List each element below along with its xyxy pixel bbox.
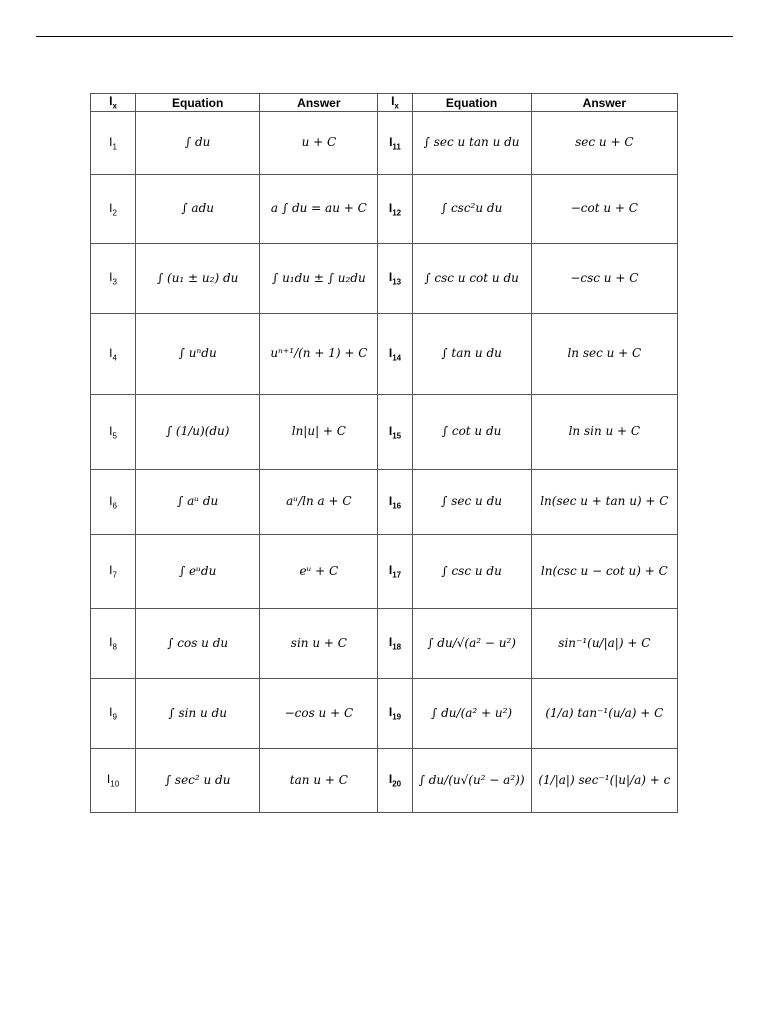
table-row bbox=[91, 749, 678, 813]
left-answer-cell: u + C bbox=[260, 112, 378, 175]
left-answer-cell: aᵘ/ln a + C bbox=[260, 470, 378, 535]
table-row bbox=[91, 395, 678, 470]
left-equation-cell: ∫ (u₁ ± u₂) du bbox=[136, 244, 260, 314]
left-answer-cell: tan u + C bbox=[260, 749, 378, 813]
right-answer-cell: (1/a) tan⁻¹(u/a) + C bbox=[531, 679, 677, 749]
left-answer-cell: −cos u + C bbox=[260, 679, 378, 749]
index-letter: I bbox=[388, 270, 393, 285]
index-number: 10 bbox=[110, 779, 120, 789]
index-letter: I bbox=[388, 772, 393, 787]
index-letter: I bbox=[388, 635, 393, 650]
index-letter: I bbox=[109, 493, 113, 508]
index-number: 1 bbox=[112, 142, 117, 152]
right-index-cell bbox=[378, 244, 412, 314]
table-row bbox=[91, 112, 678, 175]
right-index-cell bbox=[378, 314, 412, 395]
index-number: 11 bbox=[392, 142, 401, 152]
right-equation-cell: ∫ cot u du bbox=[412, 395, 531, 470]
right-answer-cell: sin⁻¹(u/|a|) + C bbox=[531, 609, 677, 679]
right-equation-cell: ∫ csc²u du bbox=[412, 175, 531, 244]
right-answer-cell: ln(csc u − cot u) + C bbox=[531, 535, 677, 609]
index-letter: I bbox=[109, 635, 113, 650]
left-index-cell bbox=[91, 679, 136, 749]
right-answer-cell: −cot u + C bbox=[531, 175, 677, 244]
left-equation-cell: ∫ sin u du bbox=[136, 679, 260, 749]
right-index-cell bbox=[378, 679, 412, 749]
index-number: 15 bbox=[392, 431, 402, 441]
left-equation-cell: ∫ cos u du bbox=[136, 609, 260, 679]
index-number: 6 bbox=[112, 501, 117, 511]
left-index-cell bbox=[91, 314, 136, 395]
left-index-cell bbox=[91, 112, 136, 175]
index-letter: I bbox=[109, 705, 113, 720]
index-number: 18 bbox=[392, 642, 402, 652]
index-number: 17 bbox=[392, 570, 402, 580]
right-equation-cell: ∫ csc u cot u du bbox=[412, 244, 531, 314]
table-row bbox=[91, 175, 678, 244]
index-letter: I bbox=[109, 134, 113, 149]
right-index-cell bbox=[378, 749, 412, 813]
header-equation-right: Equation bbox=[412, 94, 531, 112]
table-row bbox=[91, 679, 678, 749]
left-equation-cell: ∫ (1/u)(du) bbox=[136, 395, 260, 470]
header-index-left: $I_x$ bbox=[91, 94, 136, 112]
right-answer-cell: ln sin u + C bbox=[531, 395, 677, 470]
index-letter: I bbox=[388, 493, 393, 508]
left-equation-cell: ∫ uⁿdu bbox=[136, 314, 260, 395]
index-letter: I bbox=[106, 772, 111, 787]
index-number: 19 bbox=[392, 712, 402, 722]
index-number: 13 bbox=[392, 277, 402, 287]
index-number: 5 bbox=[112, 431, 117, 441]
right-index-cell bbox=[378, 112, 412, 175]
table-row bbox=[91, 244, 678, 314]
left-answer-cell: ln|u| + C bbox=[260, 395, 378, 470]
index-letter: I bbox=[388, 705, 393, 720]
index-number: 16 bbox=[392, 501, 402, 511]
left-equation-cell: ∫ sec² u du bbox=[136, 749, 260, 813]
right-equation-cell: ∫ csc u du bbox=[412, 535, 531, 609]
left-index-cell bbox=[91, 244, 136, 314]
index-number: 9 bbox=[112, 712, 117, 722]
right-answer-cell: sec u + C bbox=[531, 112, 677, 175]
left-index-cell bbox=[91, 395, 136, 470]
right-index-cell bbox=[378, 470, 412, 535]
table-row bbox=[91, 609, 678, 679]
right-equation-cell: ∫ du/√(a² − u²) bbox=[412, 609, 531, 679]
header-index-right: $I_x$ bbox=[378, 94, 412, 112]
index-letter: I bbox=[388, 423, 393, 438]
left-equation-cell: ∫ du bbox=[136, 112, 260, 175]
index-letter: I bbox=[109, 563, 113, 578]
right-answer-cell: ln sec u + C bbox=[531, 314, 677, 395]
index-number: 4 bbox=[112, 353, 117, 363]
right-answer-cell: (1/|a|) sec⁻¹(|u|/a) + c bbox=[531, 749, 677, 813]
index-letter: I bbox=[109, 200, 113, 215]
index-number: 7 bbox=[112, 570, 117, 580]
index-letter: I bbox=[388, 345, 393, 360]
header-equation-left: Equation bbox=[136, 94, 260, 112]
left-index-cell bbox=[91, 609, 136, 679]
right-equation-cell: ∫ sec u tan u du bbox=[412, 112, 531, 175]
right-index-cell bbox=[378, 395, 412, 470]
left-answer-cell: uⁿ⁺¹/(n + 1) + C bbox=[260, 314, 378, 395]
top-rule bbox=[36, 36, 733, 37]
right-index-cell bbox=[378, 609, 412, 679]
left-equation-cell: ∫ aᵘ du bbox=[136, 470, 260, 535]
right-answer-cell: ln(sec u + tan u) + C bbox=[531, 470, 677, 535]
index-number: 14 bbox=[392, 353, 402, 363]
index-letter: I bbox=[388, 200, 393, 215]
index-letter: I bbox=[109, 423, 113, 438]
index-number: 8 bbox=[112, 642, 117, 652]
table-row bbox=[91, 314, 678, 395]
index-number: 3 bbox=[112, 277, 117, 287]
left-answer-cell: eᵘ + C bbox=[260, 535, 378, 609]
index-letter: I bbox=[109, 270, 113, 285]
right-equation-cell: ∫ du/(a² + u²) bbox=[412, 679, 531, 749]
left-answer-cell: a ∫ du = au + C bbox=[260, 175, 378, 244]
index-letter: I bbox=[389, 134, 393, 149]
right-equation-cell: ∫ du/(u√(u² − a²)) bbox=[412, 749, 531, 813]
index-number: 2 bbox=[112, 208, 117, 218]
right-equation-cell: ∫ sec u du bbox=[412, 470, 531, 535]
index-letter: I bbox=[388, 563, 393, 578]
index-letter: I bbox=[109, 345, 113, 360]
integral-formula-table bbox=[90, 93, 678, 813]
header-answer-right: Answer bbox=[531, 94, 677, 112]
left-answer-cell: ∫ u₁du ± ∫ u₂du bbox=[260, 244, 378, 314]
right-equation-cell: ∫ tan u du bbox=[412, 314, 531, 395]
index-number: 12 bbox=[392, 208, 402, 218]
right-index-cell bbox=[378, 535, 412, 609]
left-index-cell bbox=[91, 470, 136, 535]
header-row bbox=[91, 94, 678, 112]
left-index-cell bbox=[91, 175, 136, 244]
index-number: 20 bbox=[392, 779, 402, 789]
left-answer-cell: sin u + C bbox=[260, 609, 378, 679]
left-equation-cell: ∫ eᵘdu bbox=[136, 535, 260, 609]
left-index-cell bbox=[91, 749, 136, 813]
table-row bbox=[91, 535, 678, 609]
right-answer-cell: −csc u + C bbox=[531, 244, 677, 314]
header-answer-left: Answer bbox=[260, 94, 378, 112]
left-equation-cell: ∫ adu bbox=[136, 175, 260, 244]
right-index-cell bbox=[378, 175, 412, 244]
left-index-cell bbox=[91, 535, 136, 609]
table-row bbox=[91, 470, 678, 535]
